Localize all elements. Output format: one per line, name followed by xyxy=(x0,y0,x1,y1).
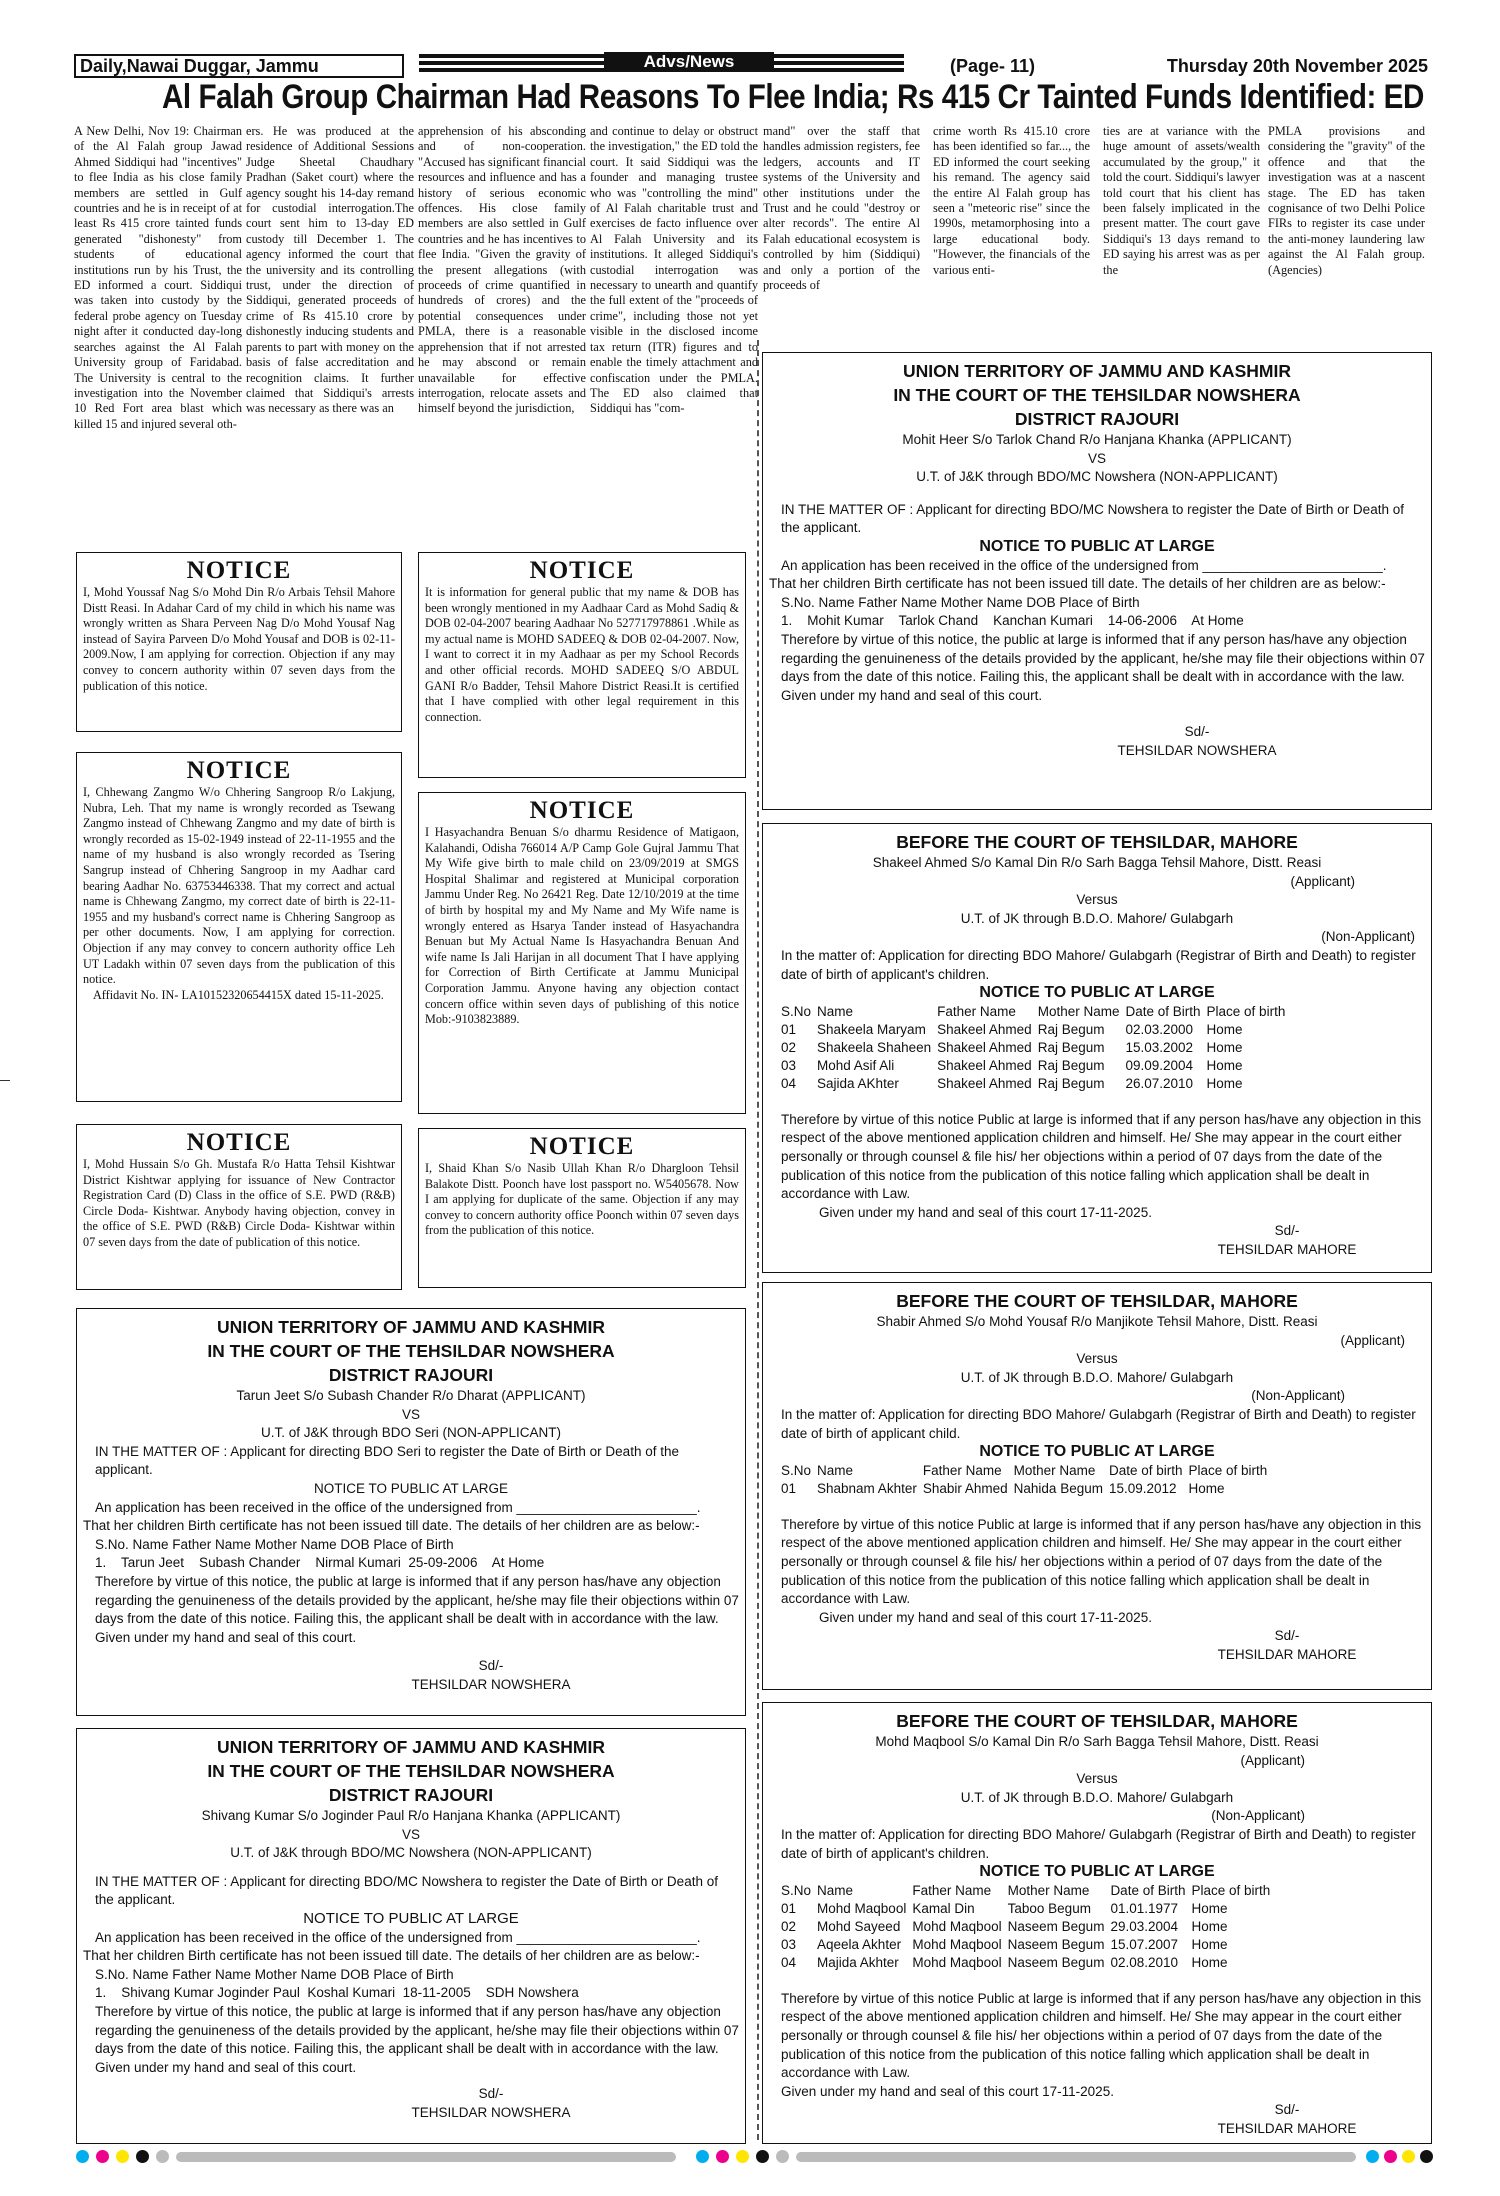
notice-title: NOTICE xyxy=(186,557,292,584)
signatory: TEHSILDAR MAHORE xyxy=(1217,2120,1357,2136)
notice-5 xyxy=(76,1124,402,1290)
table-cell: Shakeela Maryam xyxy=(817,1021,926,1037)
non-applicant-tag: (Non-Applicant) xyxy=(1211,1808,1305,1824)
court-heading: BEFORE THE COURT OF TEHSILDAR, MAHORE xyxy=(896,832,1298,852)
cyan-dot xyxy=(696,2150,709,2163)
table-cell: Shakeel Ahmed xyxy=(937,1021,1032,1037)
court-heading: DISTRICT RAJOURI xyxy=(1014,409,1180,429)
paragraph: Therefore by virtue of this notice Public at large is informed that if any person has/have any objection in this respect of the above mentioned application children and himself. He/ She may appear in the court either personally or through counsel & file his/ her objections within a period of 07 days from the date of the publication of this notice from the publication of this notice falling which application shall be dealt in accordance with Law. xyxy=(781,1990,1422,2081)
notice-body: I, Mohd Youssaf Nag S/o Mohd Din R/o Arbais Tehsil Mahore Distt Reasi. In Adahar Card of my child in which his name was wrongly written as Shara Perveen Nag D/o Mohd Yousaf Nag instead of Sayira Parveen D/o Mohd Yousaf and DOB is 02-11-2009.Now, I am applying for correction. Objection if any may convey to concern authority within 07 seven days from the publication of this notice. xyxy=(83,585,395,693)
table-cell: Majida Akhter xyxy=(817,1954,899,1970)
notice-4 xyxy=(418,792,746,1114)
table-header: S.No. Name Father Name Mother Name DOB Place of Birth xyxy=(95,1536,454,1552)
court-heading: BEFORE THE COURT OF TEHSILDAR, MAHORE xyxy=(896,1711,1298,1731)
paragraph: That her children Birth certificate has not been issued till date. The details of her children are as below:- xyxy=(769,576,1386,592)
table-row xyxy=(781,1900,1276,1918)
matter: In the matter of: Application for directing BDO Mahore/ Gulabgarh (Registrar of Birth and Death) to register date of birth of applicant's children. xyxy=(781,947,1416,982)
respondent: U.T. of JK through B.D.O. Mahore/ Gulabgarh xyxy=(960,1369,1234,1385)
paragraph: That her children Birth certificate has not been issued till date. The details of her children are as below:- xyxy=(83,1948,700,1964)
table-cell: Home xyxy=(1206,1039,1243,1055)
paragraph: Therefore by virtue of this notice Public at large is informed that if any person has/have any objection in this respect of the above mentioned application children and himself. He/ She may appear in the court either personally or through counsel & file his/ her objections within a period of 07 days from the date of the publication of this notice from the publication of this notice falling which application shall be dealt in accordance with Law. xyxy=(781,1516,1422,1607)
gray-dot xyxy=(776,2150,789,2163)
table-cell: Aqeela Akhter xyxy=(817,1936,902,1952)
table-cell: Mohd Maqbool xyxy=(912,1954,1002,1970)
paragraph: Given under my hand and seal of this court. xyxy=(781,687,1043,703)
signature-sd: Sd/- xyxy=(1274,2102,1300,2118)
table-header: Mother Name xyxy=(1013,1462,1096,1478)
table-cell: 04 xyxy=(781,1954,797,1970)
table-header: Place of birth xyxy=(1206,1003,1286,1019)
table-row: 1. Shivang Kumar Joginder Paul Koshal Kumari 18-11-2005 SDH Nowshera xyxy=(95,1985,579,2001)
table-cell: 04 xyxy=(781,1075,797,1091)
table-cell: 29.03.2004 xyxy=(1110,1918,1179,1934)
table-header: Mother Name xyxy=(1007,1882,1090,1898)
versus: Versus xyxy=(1076,1771,1118,1787)
table-cell: 02.08.2010 xyxy=(1110,1954,1179,1970)
table-cell: Home xyxy=(1188,1480,1225,1496)
respondent: U.T. of JK through B.D.O. Mahore/ Gulabgarh xyxy=(960,1789,1234,1805)
court-heading: UNION TERRITORY OF JAMMU AND KASHMIR xyxy=(217,1317,605,1337)
applicant: Mohit Heer S/o Tarlok Chand R/o Hanjana Khanka (APPLICANT) xyxy=(902,432,1292,447)
public-notice-heading: NOTICE TO PUBLIC AT LARGE xyxy=(303,1909,519,1927)
table-cell: Kamal Din xyxy=(912,1900,975,1916)
notice-1 xyxy=(76,552,402,732)
table-header: S.No xyxy=(781,1882,812,1898)
table-cell: 02 xyxy=(781,1039,797,1055)
article-col-1: A New Delhi, Nov 19: Chairman of the Al Falah group Jawad Ahmed Siddiqui had "incentives" to flee India as his close family members are settled in Gulf countries and he is in receipt of at least Rs 415 crore tainted funds generated "dishonesty" from students of educational institutions run by his Trust, the ED informed a court. Siddiqui was taken into custody by the federal probe agency on Tuesday night after it conducted day-long searches against the Al Falah University group of Faridabad. The University is central to the investigation into the November 10 Red Fort area blast which killed 15 and injured several oth- xyxy=(74,124,242,431)
signatory: TEHSILDAR NOWSHERA xyxy=(411,2104,571,2120)
signature-sd: Sd/- xyxy=(478,1658,504,1674)
applicant-tag: (Applicant) xyxy=(1240,1752,1305,1768)
court-heading: UNION TERRITORY OF JAMMU AND KASHMIR xyxy=(903,361,1291,381)
court-heading: UNION TERRITORY OF JAMMU AND KASHMIR xyxy=(217,1737,605,1757)
table-cell: 26.07.2010 xyxy=(1125,1075,1194,1091)
table-cell: 01 xyxy=(781,1900,797,1916)
court-notice-mahore-3 xyxy=(762,1702,1432,2144)
paragraph: An application has been received in the office of the undersigned from ________________________. xyxy=(95,1499,701,1515)
notice-affidavit: Affidavit No. IN- LA10152320654415X dated 15-11-2025. xyxy=(93,987,384,1002)
paragraph: Given under my hand and seal of this court 17-11-2025. xyxy=(819,1204,1152,1220)
table-row: 1. Tarun Jeet Subash Chander Nirmal Kumari 25-09-2006 At Home xyxy=(95,1555,545,1571)
public-notice-heading: NOTICE TO PUBLIC AT LARGE xyxy=(979,1443,1215,1461)
table-cell: Sajida AKhter xyxy=(817,1075,899,1091)
court-notice-mahore-1 xyxy=(762,823,1432,1273)
applicant-tag: (Applicant) xyxy=(1290,873,1355,889)
court-heading: BEFORE THE COURT OF TEHSILDAR, MAHORE xyxy=(896,1291,1298,1311)
court-notice-nowshera-3 xyxy=(76,1728,746,2144)
table-header: Name xyxy=(817,1882,854,1898)
table-cell: Mohd Maqbool xyxy=(912,1936,1002,1952)
paragraph: Given under my hand and seal of this court. xyxy=(95,1629,357,1645)
cyan-dot xyxy=(76,2150,89,2163)
table-cell: Mohd Maqbool xyxy=(912,1918,1002,1934)
table-header: Father Name xyxy=(922,1462,1002,1478)
article-right-block xyxy=(763,124,1425,334)
paragraph: Therefore by virtue of this notice, the public at large is informed that if any person has/have any objection regarding the genuineness of the details provided by the applicant, he/she may file their objections within 07 days from the date of this notice. Failing this, the applicant shall be dealt with in accordance with the law. xyxy=(95,2003,739,2057)
trim-mark xyxy=(0,1080,10,1081)
article-col-7: ties are at variance with the huge amount of assets/wealth accumulated by the group," it told the court. Siddiqui's lawyer told court that his client has been falsely implicated in the present matter. The court gave Siddiqui's 13 days remand to ED saying his arrest was as per the xyxy=(1103,124,1260,277)
signatory: TEHSILDAR NOWSHERA xyxy=(411,1676,571,1692)
signatory: TEHSILDAR MAHORE xyxy=(1217,1646,1357,1662)
table-cell: 15.09.2012 xyxy=(1108,1480,1177,1496)
versus: Versus xyxy=(1076,892,1118,908)
signature-sd: Sd/- xyxy=(1184,724,1210,740)
table-cell: Shabnam Akhter xyxy=(817,1480,917,1496)
matter: In the matter of: Application for directing BDO Mahore/ Gulabgarh (Registrar of Birth and Death) to register date of birth of applicant's children. xyxy=(781,1826,1416,1861)
children-table xyxy=(781,1462,1273,1498)
article-col-8: PMLA provisions and considering the "gravity" of the offence and that the investigation was at a nascent stage. The ED has taken cognisance of two Delhi Police FIRs to register its case under the anti-money laundering law against the Al Falah group. (Agencies) xyxy=(1268,124,1425,277)
table-header: Father Name xyxy=(937,1003,1016,1019)
court-notice-nowshera-1 xyxy=(762,352,1432,810)
paragraph: Therefore by virtue of this notice, the public at large is informed that if any person has/have any objection regarding the genuineness of the details provided by the applicant, he/she may file their objections within 07 days from the date of this notice. Failing this, the applicant shall be dealt with in accordance with the law. xyxy=(781,631,1425,685)
article-col-2: ers. He was produced at the residence of Additional Sessions Judge Sheetal Chaudhary Pradhan (Saket court) where the agency sought his 14-day remand for custodial interrogation.The court sent him to 13-day ED custody till December 1. The agency informed the court that the university and its controlling trust, under the direction of Siddiqui, generated proceeds of crime of Rs 415.10 crore by dishonestly inducing students and parents to part with money on the basis of false accreditation and recognition claims. It further claimed that Siddiqui's arrests was necessary as there was an xyxy=(246,124,414,416)
respondent: U.T. of J&K through BDO/MC Nowshera (NON-APPLICANT) xyxy=(230,1845,592,1861)
versus: VS xyxy=(1087,450,1106,466)
table-row xyxy=(781,1021,1291,1039)
court-heading: IN THE COURT OF THE TEHSILDAR NOWSHERA xyxy=(207,1761,615,1781)
applicant: Shabir Ahmed S/o Mohd Yousaf R/o Manjikote Tehsil Mahore, Distt. Reasi xyxy=(876,1314,1318,1329)
paragraph: That her children Birth certificate has not been issued till date. The details of her children are as below:- xyxy=(83,1518,700,1534)
table-cell: 02 xyxy=(781,1918,797,1934)
table-header: Date of birth xyxy=(1108,1462,1183,1478)
applicant: Shakeel Ahmed S/o Kamal Din R/o Sarh Bagga Tehsil Mahore, Distt. Reasi xyxy=(872,855,1322,870)
court-notice-mahore-2 xyxy=(762,1282,1432,1690)
notice-title: NOTICE xyxy=(186,1129,292,1156)
paper-name: Daily,Nawai Duggar, Jammu xyxy=(74,54,404,78)
applicant: Mohd Maqbool S/o Kamal Din R/o Sarh Bagga Tehsil Mahore, Distt. Reasi xyxy=(875,1734,1319,1749)
notice-body: I, Mohd Hussain S/o Gh. Mustafa R/o Hatta Tehsil Kishtwar District Kishtwar applying for issuance of New Contractor Registration Card (D) Class in the office of S.E. PWD (R&B) Circle Doda- Kishtwar. Anybody having objection, convey in the office of S.E. PWD (R&B) Circle Doda- Kishtwar within 07 seven days from the date of publication of this notice. xyxy=(83,1157,395,1249)
children-table xyxy=(781,1003,1291,1093)
table-cell: Shakeel Ahmed xyxy=(937,1075,1032,1091)
paragraph: Therefore by virtue of this notice Public at large is informed that if any person has/have any objection in this respect of the above mentioned application children and himself. He/ She may appear in the court either personally or through counsel & file his/ her objections within a period of 07 days from the date of the publication of this notice from the publication of this notice falling which application shall be dealt in accordance with Law. xyxy=(781,1111,1422,1202)
table-header: Date of Birth xyxy=(1125,1003,1201,1019)
table-cell: Home xyxy=(1206,1021,1243,1037)
court-heading: DISTRICT RAJOURI xyxy=(328,1785,494,1805)
court-heading: DISTRICT RAJOURI xyxy=(328,1365,494,1385)
paragraph: Given under my hand and seal of this court 17-11-2025. xyxy=(819,1609,1152,1625)
matter: IN THE MATTER OF : Applicant for directing BDO/MC Nowshera to register the Date of Birth or Death of the applicant. xyxy=(95,1873,718,1908)
matter: IN THE MATTER OF : Applicant for directing BDO/MC Nowshera to register the Date of Birth or Death of the applicant. xyxy=(781,501,1404,536)
applicant: Shivang Kumar S/o Joginder Paul R/o Hanjana Khanka (APPLICANT) xyxy=(201,1808,621,1823)
table-cell: Naseem Begum xyxy=(1007,1936,1105,1952)
section-label: Advs/News xyxy=(604,52,774,72)
column-divider xyxy=(757,340,759,2140)
magenta-dot xyxy=(96,2150,109,2163)
table-cell: Raj Begum xyxy=(1037,1057,1105,1073)
magenta-dot xyxy=(1384,2150,1397,2163)
article-col-4: and continue to delay or obstruct the investigation," the ED told the court. It said Siddiqui was the founder and managing trustee who was "controlling the mind" of Al Falah charitable trust and exercises de facto influence over Al Falah University and its institutions. It alleged Siddiqui's custodial interrogation was necessary to unearth and quantify the full extent of the "proceeds of crime", including those not yet visible in the disclosed income tax return (ITR) figures and to enable the timely attachment and confiscation under the PMLA. The ED also claimed that Siddiqui has "com- xyxy=(590,124,758,416)
non-applicant-tag: (Non-Applicant) xyxy=(1251,1388,1345,1404)
headline: Al Falah Group Chairman Had Reasons To Flee India; Rs 415 Cr Tainted Funds Identified: ED xyxy=(162,78,1424,116)
article-col-6: crime worth Rs 415.10 crore has been identified so far..., the ED informed the court seeking his remand. The agency said the entire Al Falah group has seen a "meteoric rise" since the 1990s, metamorphosing into a large educational body. "However, the financials of the various enti- xyxy=(933,124,1090,277)
black-dot xyxy=(1420,2150,1433,2163)
black-dot xyxy=(136,2150,149,2163)
table-cell: 01.01.1977 xyxy=(1110,1900,1179,1916)
table-cell: Raj Begum xyxy=(1037,1075,1105,1091)
table-cell: Naseem Begum xyxy=(1007,1918,1105,1934)
paragraph: An application has been received in the office of the undersigned from ________________________. xyxy=(781,557,1387,573)
versus: VS xyxy=(401,1826,420,1842)
table-cell: 15.07.2007 xyxy=(1110,1936,1179,1952)
table-header: S.No. Name Father Name Mother Name DOB Place of Birth xyxy=(781,594,1140,610)
court-notice-nowshera-2 xyxy=(76,1308,746,1716)
table-cell: Shakeel Ahmed xyxy=(937,1057,1032,1073)
notice-title: NOTICE xyxy=(529,557,635,584)
table-cell: Home xyxy=(1206,1075,1243,1091)
table-cell: 01 xyxy=(781,1021,797,1037)
table-row: 1. Mohit Kumar Tarlok Chand Kanchan Kumari 14-06-2006 At Home xyxy=(781,613,1244,629)
table-header-row xyxy=(781,1462,1273,1480)
respondent: U.T. of J&K through BDO Seri (NON-APPLICANT) xyxy=(260,1425,562,1441)
paragraph: Given under my hand and seal of this court. xyxy=(95,2059,357,2075)
cyan-dot xyxy=(1366,2150,1379,2163)
table-cell: 09.09.2004 xyxy=(1125,1057,1194,1073)
gray-band xyxy=(796,2152,1356,2162)
table-row xyxy=(781,1954,1276,1972)
table-header: Father Name xyxy=(912,1882,992,1898)
notice-title: NOTICE xyxy=(529,1133,635,1160)
signatory: TEHSILDAR NOWSHERA xyxy=(1117,742,1277,758)
table-cell: Home xyxy=(1191,1900,1228,1916)
public-notice-heading: NOTICE TO PUBLIC AT LARGE xyxy=(979,1863,1215,1881)
color-registration-bar xyxy=(76,2150,1436,2166)
table-row xyxy=(781,1936,1276,1954)
table-header: S.No xyxy=(781,1003,812,1019)
table-cell: Home xyxy=(1191,1918,1228,1934)
table-cell: Mohd Asif Ali xyxy=(817,1057,895,1073)
table-cell: 03 xyxy=(781,1057,797,1073)
page-number: (Page- 11) xyxy=(944,56,1041,77)
applicant: Tarun Jeet S/o Subash Chander R/o Dharat (APPLICANT) xyxy=(236,1388,586,1403)
table-cell: Shakeel Ahmed xyxy=(937,1039,1032,1055)
table-cell: Raj Begum xyxy=(1037,1021,1105,1037)
notice-2 xyxy=(418,552,746,778)
article-col-3: apprehension of his absconding and of non-cooperation. "Accused has significant financial resources and influence and has a history of serious economic offences. His close family members are also settled in Gulf countries and he has incentives to flee India. "Given the gravity of the present allegations (with proceeds of crime quantified in hundreds of crores) and the potential consequences under PMLA, there is a reasonable apprehension that if not arrested he may abscond or remain unavailable for effective interrogation, relocate assets and himself beyond the jurisdiction, xyxy=(418,124,586,416)
gray-band xyxy=(176,2152,676,2162)
signature-sd: Sd/- xyxy=(1274,1628,1300,1644)
table-cell: Home xyxy=(1191,1936,1228,1952)
notice-body: It is information for general public that my name & DOB has been wrongly mentioned in my Aadhaar Card as Mohd Sadiq & DOB 02-04-2007 bearing Aadhaar No 527717978861 .While as my actual name is MOHD SADEEQ & DOB 02-04-2007. Now, I want to correct it in my Aadhaar as per my School Records and other official records. MOHD SADEEQ S/O ABDUL GANI R/o Badder, Tehsil Mahore District Reasi.It is certified that I have complied with other legal requirement in this connection. xyxy=(425,585,739,724)
notice-3 xyxy=(76,752,402,1102)
notice-body: I, Chhewang Zangmo W/o Chhering Sangroop R/o Lakjung, Nubra, Leh. That my name is wrongly recorded as Tsewang Zangmo instead of Chhewang Zangmo and my date of birth is wrongly recorded as 15-02-1949 instead of 22-11-1955 and the name of my husband is also wrongly recorded as Tsering Sangrup instead of Chhering Sangroop in my Aadhar card bearing Aadhar No. 63753446338. That my correct and actual name is Chhewang Zangmo, my correct date of birth is 22-11-1955 and my husband's correct name is Chhering Sangroop as per other documents. Now, I am applying for correction. Objection if any may convey to concern authority office Leh UT Ladakh within 07 seven days from the publication of this notice. xyxy=(83,785,395,987)
notice-6 xyxy=(418,1128,746,1288)
table-header: S.No xyxy=(781,1462,812,1478)
signature-sd: Sd/- xyxy=(478,2086,504,2102)
notice-body: I Hasyachandra Benuan S/o dharmu Residence of Matigaon, Kalahandi, Odisha 766014 A/P Camp Gole Gujral Jammu That My Wife give birth to male child on 23/09/2019 at SMGS Hospital Shalimar and registered at Municipal corporation Jammu Under Reg. No 26421 Reg. Date 12/10/2019 at the time of birth by hospital my and My Name and My Wife name is wrongly entered as Hsarya Tander instead of Hasyachandra Benuan but My Actual Name Is Hasyachandra Benuan And wife name Is Jali Harijan in all document That I have applying for Correction of Birth Certificate at Jammu Municipal Corporation Jammu. Anyone having any objection contact concern office within seven days of publishing of this notice Mob:-9103823889. xyxy=(425,825,739,1027)
table-header: Place of birth xyxy=(1191,1882,1271,1898)
table-header: Mother Name xyxy=(1037,1003,1120,1019)
notice-title: NOTICE xyxy=(186,757,292,784)
table-row xyxy=(781,1918,1276,1936)
issue-date: Thursday 20th November 2025 xyxy=(1166,56,1428,76)
yellow-dot xyxy=(1402,2150,1415,2163)
yellow-dot xyxy=(116,2150,129,2163)
table-cell: 01 xyxy=(781,1480,797,1496)
table-row xyxy=(781,1057,1291,1075)
table-cell: Mohd Maqbool xyxy=(817,1900,907,1916)
applicant-tag: (Applicant) xyxy=(1340,1332,1405,1348)
table-header-row xyxy=(781,1003,1291,1021)
matter: In the matter of: Application for directing BDO Mahore/ Gulabgarh (Registrar of Birth and Death) to register date of birth of applicant child. xyxy=(781,1406,1416,1441)
children-table xyxy=(781,1882,1276,1972)
notice-body: I, Shaid Khan S/o Nasib Ullah Khan R/o Dhargloon Tehsil Balakote Distt. Poonch have lost passport no. W5405678. Now I am applying for duplicate of the same. Objection if any may convey to concern authority office Poonch within 07 seven days from the publication of this notice. xyxy=(425,1161,739,1238)
non-applicant-tag: (Non-Applicant) xyxy=(1321,929,1415,945)
black-dot xyxy=(756,2150,769,2163)
table-cell: Shabir Ahmed xyxy=(922,1480,1008,1496)
paragraph: An application has been received in the office of the undersigned from ________________________. xyxy=(95,1929,701,1945)
table-cell: Shakeela Shaheen xyxy=(817,1039,932,1055)
table-header: Name xyxy=(817,1003,854,1019)
table-cell: Home xyxy=(1206,1057,1243,1073)
table-cell: Nahida Begum xyxy=(1013,1480,1103,1496)
table-cell: 02.03.2000 xyxy=(1125,1021,1194,1037)
table-header: Date of Birth xyxy=(1110,1882,1186,1898)
court-heading: IN THE COURT OF THE TEHSILDAR NOWSHERA xyxy=(893,385,1301,405)
table-header: Name xyxy=(817,1462,854,1478)
table-header-row xyxy=(781,1882,1276,1900)
public-notice-heading: NOTICE TO PUBLIC AT LARGE xyxy=(979,984,1215,1002)
public-notice-heading: NOTICE TO PUBLIC AT LARGE xyxy=(979,537,1215,555)
table-row xyxy=(781,1480,1273,1498)
versus: VS xyxy=(401,1406,420,1422)
court-heading: IN THE COURT OF THE TEHSILDAR NOWSHERA xyxy=(207,1341,615,1361)
public-notice-heading: NOTICE TO PUBLIC AT LARGE xyxy=(313,1480,509,1496)
table-row xyxy=(781,1039,1291,1057)
notice-title: NOTICE xyxy=(529,797,635,824)
table-cell: Home xyxy=(1191,1954,1228,1970)
table-cell: 15.03.2002 xyxy=(1125,1039,1194,1055)
table-cell: Taboo Begum xyxy=(1007,1900,1091,1916)
gray-dot xyxy=(156,2150,169,2163)
paragraph: Therefore by virtue of this notice, the public at large is informed that if any person has/have any objection regarding the genuineness of the details provided by the applicant, he/she may file their objections within 07 days from the date of this notice. Failing this, the applicant shall be dealt with in accordance with the law. xyxy=(95,1573,739,1627)
table-cell: Naseem Begum xyxy=(1007,1954,1105,1970)
signature-sd: Sd/- xyxy=(1274,1223,1300,1239)
table-header: Place of birth xyxy=(1188,1462,1268,1478)
respondent: U.T. of JK through B.D.O. Mahore/ Gulabgarh xyxy=(960,910,1234,926)
paragraph: Given under my hand and seal of this court 17-11-2025. xyxy=(781,2083,1114,2099)
table-cell: Raj Begum xyxy=(1037,1039,1105,1055)
respondent: U.T. of J&K through BDO/MC Nowshera (NON-APPLICANT) xyxy=(916,469,1278,485)
table-row xyxy=(781,1075,1291,1093)
magenta-dot xyxy=(716,2150,729,2163)
matter: IN THE MATTER OF : Applicant for directing BDO Seri to register the Date of Birth or Death of the applicant. xyxy=(95,1443,679,1478)
table-cell: 03 xyxy=(781,1936,797,1952)
table-cell: Mohd Sayeed xyxy=(817,1918,901,1934)
yellow-dot xyxy=(736,2150,749,2163)
table-header: S.No. Name Father Name Mother Name DOB Place of Birth xyxy=(95,1966,454,1982)
signatory: TEHSILDAR MAHORE xyxy=(1217,1241,1357,1257)
versus: Versus xyxy=(1076,1351,1118,1367)
article-col-5: mand" over the staff that handles admission registers, fee ledgers, accounts and IT systems of the University and other institutions under the Trust and he could "destroy or alter records". The entire Al Falah educational ecosystem is controlled by him (Siddiqui) and only a portion of the proceeds of xyxy=(763,124,920,293)
